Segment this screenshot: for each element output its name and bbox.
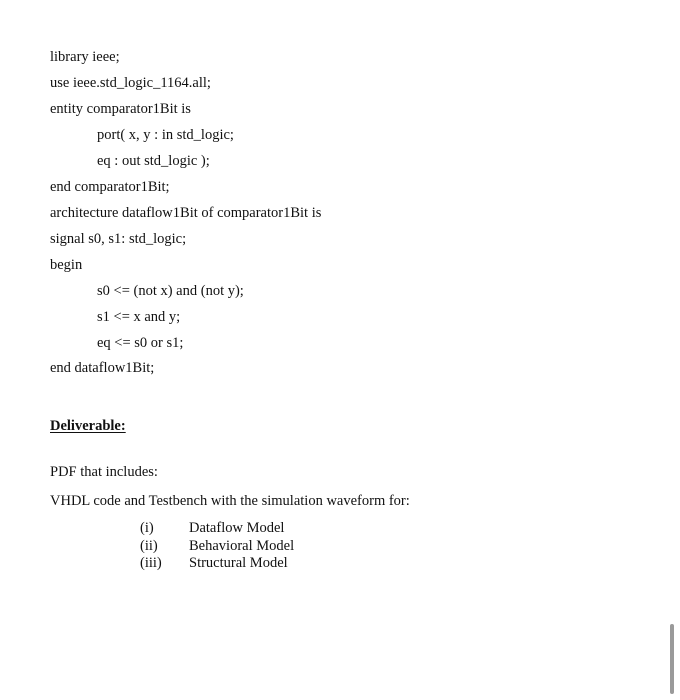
code-line: eq : out std_logic ); (97, 153, 210, 169)
list-item-label: Structural Model (189, 555, 288, 571)
code-line: eq <= s0 or s1; (97, 335, 184, 351)
code-line: signal s0, s1: std_logic; (50, 231, 187, 247)
model-list (140, 520, 294, 573)
list-item (140, 520, 294, 538)
code-line: library ieee; (50, 49, 120, 65)
code-line: s0 <= (not x) and (not y); (97, 283, 244, 299)
code-line: begin (50, 257, 83, 273)
deliverable-intro: PDF that includes: (50, 464, 158, 480)
list-item-label: Behavioral Model (189, 537, 295, 554)
list-item-number: (iii) (140, 555, 162, 571)
code-line: end comparator1Bit; (50, 179, 170, 195)
code-line: end dataflow1Bit; (50, 360, 155, 376)
code-line: s1 <= x and y; (97, 309, 181, 325)
code-line: use ieee.std_logic_1164.all; (50, 75, 211, 91)
list-item-label: Dataflow Model (189, 520, 285, 536)
code-line: architecture dataflow1Bit of comparator1Bit is (50, 205, 322, 221)
code-line: entity comparator1Bit is (50, 101, 191, 117)
list-item-number: (i) (140, 520, 154, 536)
list-item (140, 538, 294, 556)
list-item-number: (ii) (140, 537, 158, 554)
code-line: port( x, y : in std_logic; (97, 127, 234, 143)
deliverable-description: VHDL code and Testbench with the simulation waveform for: (50, 493, 410, 509)
deliverable-heading: Deliverable: (50, 418, 126, 434)
vertical-scrollbar[interactable] (670, 624, 674, 694)
list-item (140, 555, 294, 573)
